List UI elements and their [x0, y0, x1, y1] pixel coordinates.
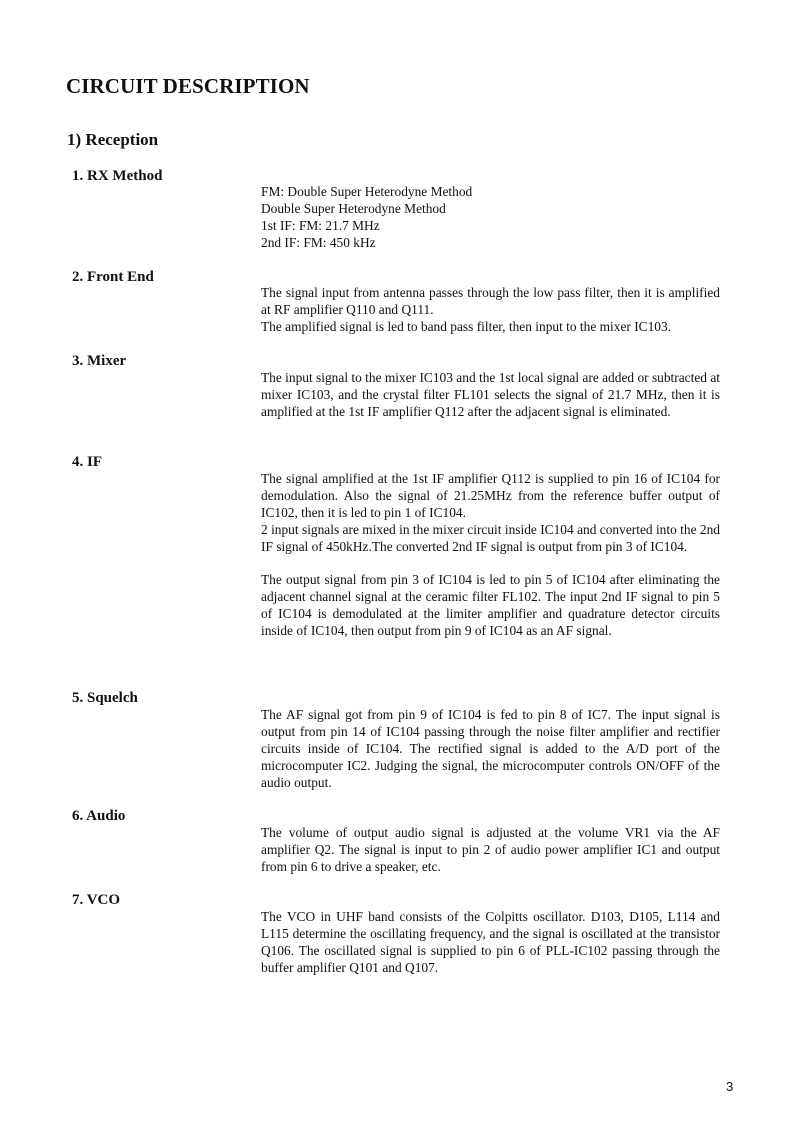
- rx-method-line: Double Super Heterodyne Method: [261, 200, 446, 216]
- rx-method-line: 2nd IF: FM: 450 kHz: [261, 234, 376, 250]
- rx-method-line: 1st IF: FM: 21.7 MHz: [261, 217, 380, 233]
- heading-squelch: 5. Squelch: [72, 690, 138, 706]
- if-paragraph: The output signal from pin 3 of IC104 is led to pin 5 of IC104 after eliminating the adjacent channel signal at the ceramic filter FL102. The input 2nd IF signal to pin 5 of IC104 is demodulated at the limiter amplifier and quadrature detector circuits inside of IC104, then output from pin 9 of IC104 as an AF signal.: [261, 572, 720, 639]
- front-end-paragraph: The amplified signal is led to band pass filter, then input to the mixer IC103.: [261, 318, 672, 334]
- audio-body: [261, 825, 720, 876]
- section-heading-reception: 1) Reception: [67, 130, 159, 149]
- heading-if: 4. IF: [72, 454, 102, 470]
- front-end-paragraph: The signal input from antenna passes through the low pass filter, then it is amplified at RF amplifier Q110 and Q111.: [261, 285, 720, 317]
- heading-mixer: 3. Mixer: [72, 353, 127, 369]
- vco-paragraph: The VCO in UHF band consists of the Colpitts oscillator. D103, D105, L114 and L115 determine the oscillating frequency, and the signal is oscillated at the transistor Q106. The oscillated signal is supplied to pin 6 of PLL-IC102 passing through the buffer amplifier Q101 and Q107.: [261, 909, 720, 975]
- heading-rx-method: 1. RX Method: [72, 168, 163, 184]
- rx-method-line: FM: Double Super Heterodyne Method: [261, 184, 473, 199]
- if-body: [261, 471, 720, 640]
- heading-vco: 7. VCO: [72, 892, 121, 908]
- heading-audio: 6. Audio: [72, 808, 126, 824]
- front-end-body: [261, 285, 720, 336]
- page-title: CIRCUIT DESCRIPTION: [66, 74, 310, 98]
- squelch-body: [261, 707, 720, 792]
- rx-method-body: [261, 184, 720, 252]
- mixer-paragraph: The input signal to the mixer IC103 and the 1st local signal are added or subtracted at mixer IC103, and the crystal filter FL101 selects the signal of 21.7 MHz, then it is amplified at the 1st IF amplifier Q112 after the adjacent signal is eliminated.: [261, 370, 720, 419]
- squelch-paragraph: The AF signal got from pin 9 of IC104 is fed to pin 8 of IC7. The input signal is output from pin 14 of IC104 passing through the noise filter amplifier and rectifier circuits inside of IC104. The rectified signal is added to the A/D port of the microcomputer IC2. Judging the signal, the microcomputer controls ON/OFF of the audio output.: [261, 707, 720, 790]
- if-paragraph: 2 input signals are mixed in the mixer circuit inside IC104 and converted into the 2nd IF signal of 450kHz.The converted 2nd IF signal is output from pin 3 of IC104.: [261, 521, 720, 554]
- audio-paragraph: The volume of output audio signal is adjusted at the volume VR1 via the AF amplifier Q2. The signal is input to pin 2 of audio power amplifier IC1 and output from pin 6 to drive a speaker, etc.: [261, 825, 720, 874]
- if-paragraph: The signal amplified at the 1st IF amplifier Q112 is supplied to pin 16 of IC104 for demodulation. Also the signal of 21.25MHz from the reference buffer output of IC102, then it is led to pin 1 of IC104.: [261, 471, 720, 520]
- mixer-body: [261, 370, 720, 421]
- page-number: 3: [726, 1079, 734, 1094]
- vco-body: [261, 909, 720, 977]
- heading-front-end: 2. Front End: [72, 269, 154, 285]
